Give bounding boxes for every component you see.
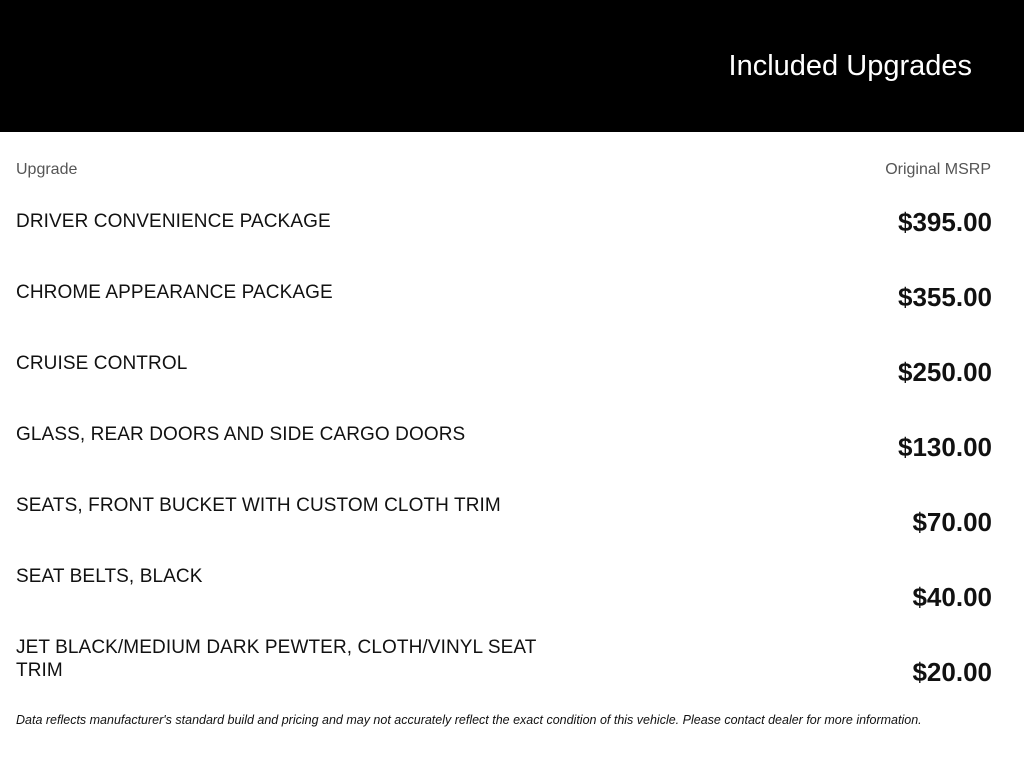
upgrade-price: $70.00	[912, 507, 992, 537]
list-item	[0, 487, 1024, 562]
upgrade-name: SEATS, FRONT BUCKET WITH CUSTOM CLOTH TRIM	[16, 495, 501, 516]
list-item	[0, 345, 1024, 420]
list-item	[0, 558, 1024, 633]
header-bar	[0, 0, 1024, 132]
upgrade-name: DRIVER CONVENIENCE PACKAGE	[16, 211, 331, 232]
upgrade-price: $250.00	[898, 357, 992, 387]
list-item	[0, 203, 1024, 278]
list-item	[0, 416, 1024, 491]
list-item	[0, 629, 1024, 704]
list-item	[0, 274, 1024, 349]
upgrade-name: CRUISE CONTROL	[16, 353, 188, 374]
upgrade-name: JET BLACK/MEDIUM DARK PEWTER, CLOTH/VINYL SEAT TRIM	[16, 637, 537, 681]
upgrade-price: $40.00	[912, 582, 992, 612]
upgrade-name: SEAT BELTS, BLACK	[16, 566, 203, 587]
upgrade-name: CHROME APPEARANCE PACKAGE	[16, 282, 333, 303]
column-header-msrp: Original MSRP	[885, 161, 991, 178]
disclaimer-footnote: Data reflects manufacturer's standard build and pricing and may not accurately reflect the exact condition of this vehicle. Please contact dealer for more information.	[16, 713, 922, 727]
upgrade-price: $355.00	[898, 282, 992, 312]
column-header-upgrade: Upgrade	[16, 161, 78, 178]
upgrade-price: $130.00	[898, 432, 992, 462]
upgrade-price: $20.00	[912, 657, 992, 687]
upgrade-name: GLASS, REAR DOORS AND SIDE CARGO DOORS	[16, 424, 466, 445]
page-title: Included Upgrades	[728, 50, 972, 82]
upgrade-price: $395.00	[898, 207, 992, 237]
